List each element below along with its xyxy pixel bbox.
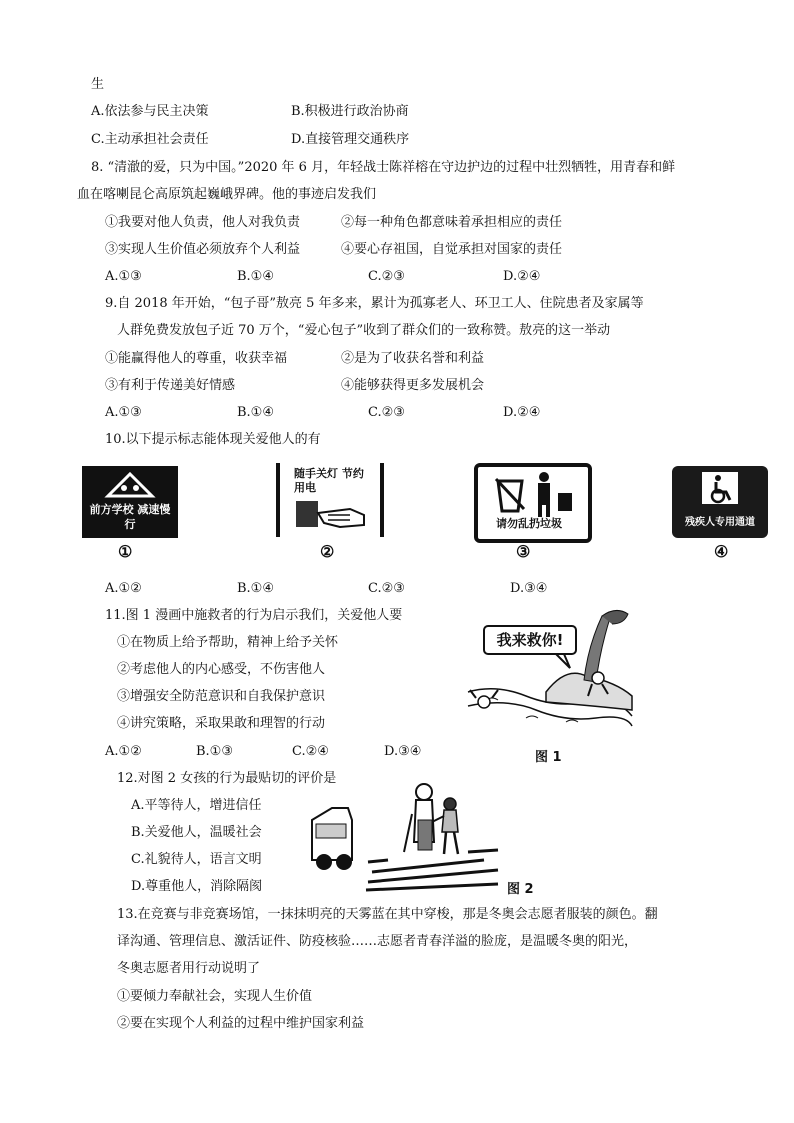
q9-statement-1: ①能赢得他人的尊重，收获幸福 [105, 351, 288, 366]
q13-statement-1: ①要倾力奉献社会，实现人生价值 [117, 989, 313, 1004]
q13-stem-line1: 13.在竞赛与非竞赛场馆，一抹抹明亮的天雾蓝在其中穿梭，那是冬奥会志愿者服装的颜色。翻 [117, 907, 658, 922]
q8-statement-1: ①我要对他人负责，他人对我负责 [105, 215, 301, 230]
speech-bubble-text: 我来救你! [496, 631, 564, 649]
q9-stem-line2: 人群免费发放包子近 70 万个，“爱心包子”收到了群众们的一致称赞。敖亮的这一举动 [117, 323, 611, 338]
sign-no-littering [474, 463, 592, 543]
sign-littering-text: 请勿乱扔垃圾 [496, 517, 562, 530]
q8-option-a: A.①③ [105, 269, 142, 284]
sign-number-2: ② [320, 542, 335, 561]
q10-option-d: D.③④ [510, 581, 548, 596]
q12-stem: 12.对图 2 女孩的行为最贴切的评价是 [117, 771, 337, 786]
q9-option-c: C.②③ [368, 405, 405, 420]
q12-option-b: B.关爱他人，温暖社会 [131, 825, 262, 840]
q11-option-b: B.①③ [196, 744, 233, 759]
q10-option-a: A.①② [105, 581, 142, 596]
q9-statement-2: ②是为了收获名誉和利益 [341, 351, 485, 366]
sign-school-text: 前方学校 减速慢行 [89, 503, 171, 531]
q8-option-c: C.②③ [368, 269, 405, 284]
q13-stem-line3: 冬奥志愿者用行动说明了 [117, 961, 261, 976]
q11-option-c: C.②④ [292, 744, 329, 759]
q11-statement-3: ③增强安全防范意识和自我保护意识 [117, 689, 326, 704]
q12-option-c: C.礼貌待人，语言文明 [131, 852, 262, 867]
q9-option-d: D.②④ [503, 405, 541, 420]
q8-statement-2: ②每一种角色都意味着承担相应的责任 [341, 215, 563, 230]
q11-stem: 11.图 1 漫画中施救者的行为启示我们，关爱他人要 [105, 608, 403, 623]
q10-option-b: B.①④ [237, 581, 274, 596]
sign-number-3: ③ [516, 542, 531, 561]
q13-stem-line2: 译沟通、管理信息、激活证件、防疫核验……志愿者青春洋溢的脸庞，是温暖冬奥的阳光， [117, 934, 638, 949]
wheelchair-icon [672, 466, 768, 516]
q8-option-b: B.①④ [237, 269, 274, 284]
figure-1-caption: 图 1 [535, 750, 562, 765]
q9-statement-4: ④能够获得更多发展机会 [341, 378, 485, 393]
figure-1-cartoon [466, 606, 634, 734]
q12-option-d: D.尊重他人，消除隔阂 [131, 879, 263, 894]
q7-option-b: B.积极进行政治协商 [291, 104, 409, 119]
q9-option-b: B.①④ [237, 405, 274, 420]
sign-number-4: ④ [714, 542, 729, 561]
q7-option-c: C.主动承担社会责任 [91, 132, 209, 147]
q11-statement-1: ①在物质上给予帮助，精神上给予关怀 [117, 635, 339, 650]
sign-save-electricity [276, 463, 384, 537]
figure-2-illustration [308, 780, 508, 892]
q8-stem-line1: 8. “清澈的爱，只为中国。”2020 年 6 月，年轻战士陈祥榕在守边护边的过程中壮烈牺牲，用青春和鲜 [91, 160, 676, 175]
rescue-cartoon-illustration [466, 606, 634, 734]
q9-option-a: A.①③ [105, 405, 142, 420]
switch-hand-icon [280, 463, 380, 537]
q13-statement-2: ②要在实现个人利益的过程中维护国家利益 [117, 1016, 365, 1031]
q7-option-d: D.直接管理交通秩序 [291, 132, 410, 147]
sign-number-1: ① [118, 542, 133, 561]
sign-electricity-text: 随手关灯 节约用电 [294, 467, 364, 494]
q10-stem: 10.以下提示标志能体现关爱他人的有 [105, 432, 321, 447]
sign-school-slow-down [82, 466, 178, 538]
q11-statement-4: ④讲究策略，采取果敢和理智的行动 [117, 716, 326, 731]
q8-statement-3: ③实现人生价值必须放弃个人利益 [105, 242, 301, 257]
sign-accessible-passage [672, 466, 768, 538]
q10-option-c: C.②③ [368, 581, 405, 596]
q8-stem-line2: 血在喀喇昆仑高原筑起巍峨界碑。他的事迹启发我们 [77, 187, 377, 202]
q8-statement-4: ④要心存祖国，自觉承担对国家的责任 [341, 242, 563, 257]
q7-tail: 生 [91, 77, 105, 92]
figure-2-caption: 图 2 [507, 882, 534, 897]
crosswalk-helping-elderly-illustration [308, 780, 508, 892]
sign-accessible-text: 残疾人专用通道 [685, 517, 755, 528]
q11-option-d: D.③④ [384, 744, 422, 759]
q7-option-a: A.依法参与民主决策 [91, 104, 209, 119]
litter-bin-icon [478, 469, 588, 519]
q9-stem-line1: 9.自 2018 年开始，“包子哥”敖亮 5 年多来，累计为孤寡老人、环卫工人、住院患者及家属等 [105, 296, 644, 311]
q9-statement-3: ③有利于传递美好情感 [105, 378, 236, 393]
q11-option-a: A.①② [105, 744, 142, 759]
q11-statement-2: ②考虑他人的内心感受，不伤害他人 [117, 662, 326, 677]
q8-option-d: D.②④ [503, 269, 541, 284]
q12-option-a: A.平等待人，增进信任 [131, 798, 262, 813]
